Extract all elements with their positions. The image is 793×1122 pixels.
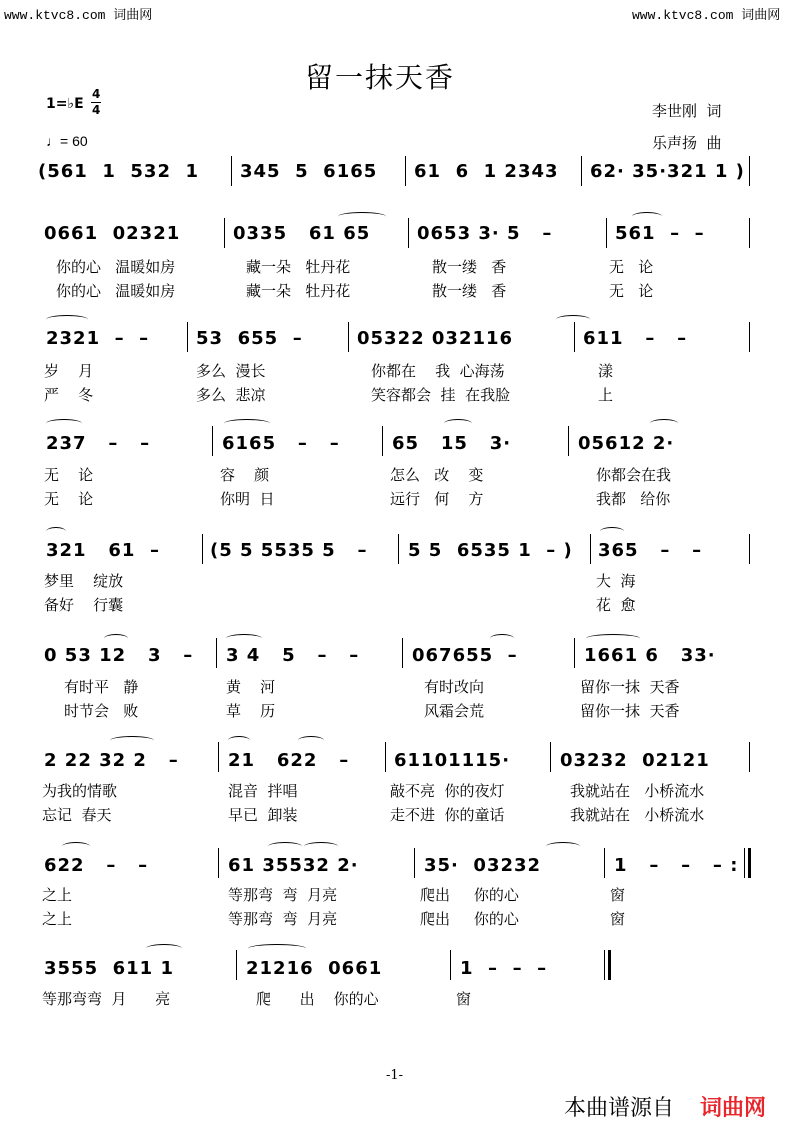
bar-line: [414, 848, 415, 878]
bar-line: [398, 534, 399, 564]
measure-notes: 61101115·: [394, 750, 511, 771]
slur: [586, 634, 640, 643]
key-signature: 1=♭E: [46, 96, 84, 112]
lyric-verse-1: 等那弯 弯 月亮: [228, 886, 338, 904]
source-brand-link[interactable]: 词曲网: [700, 1096, 767, 1121]
slur: [600, 527, 624, 536]
measure-notes: 61 6 1 2343: [414, 161, 559, 182]
lyric-verse-2: 爬出 你的心: [420, 910, 519, 928]
bar-line: [450, 950, 451, 980]
bar-line: [606, 218, 607, 248]
bar-line: [231, 156, 232, 186]
slur: [248, 944, 306, 953]
measure-notes: 345 5 6165: [240, 161, 378, 182]
lyric-verse-2: 备好 行囊: [44, 596, 124, 614]
lyric-verse-2: 远行 何 方: [390, 490, 484, 508]
measure-notes: 5 5 6535 1 – ): [408, 540, 573, 561]
lyric-verse-1: 藏一朵 牡丹花: [246, 258, 351, 276]
bar-line: [749, 218, 750, 248]
song-title: 留一抹天香: [305, 61, 456, 94]
lyric-verse-2: 等那弯 弯 月亮: [228, 910, 338, 928]
lyric-verse-2: 你的心 温暖如房: [56, 282, 176, 300]
lyric-verse-2: 无 论: [609, 282, 654, 300]
measure-notes: 611 – –: [583, 328, 688, 349]
lyric-verse-1: 窗: [610, 886, 626, 904]
slur: [546, 842, 580, 851]
bar-line: [236, 950, 237, 980]
measure-notes: 1 – – –: [460, 958, 548, 979]
measure-notes: 05612 2·: [578, 433, 675, 454]
lyric-verse-1: 我就站在 小桥流水: [570, 782, 705, 800]
time-signature-top: 4: [92, 87, 101, 101]
bar-line: [604, 950, 605, 980]
measure-notes: 05322 032116: [357, 328, 514, 349]
lyric-verse-1: 你都在 我 心海荡: [371, 362, 505, 380]
slur: [298, 736, 324, 745]
slur: [62, 842, 90, 851]
lyric-verse-1: 为我的情歌: [42, 782, 118, 800]
lyric-verse-1: 无 论: [44, 466, 94, 484]
bar-line: [382, 426, 383, 456]
lyric-verse-2: 草 历: [226, 702, 276, 720]
measure-notes: 03232 02121: [560, 750, 710, 771]
lyric-verse-2: 严 冬: [44, 386, 94, 404]
measure-notes: 65 15 3·: [392, 433, 512, 454]
measure-notes: 21 622 –: [228, 750, 350, 771]
lyric-verse-1: 爬 出 你的心: [256, 990, 379, 1008]
time-signature-bottom: 4: [92, 103, 101, 117]
lyric-verse-2: 上: [598, 386, 614, 404]
lyric-verse-1: 岁 月: [44, 362, 94, 380]
bar-line: [408, 218, 409, 248]
bar-line: [604, 848, 605, 878]
bar-line: [581, 156, 582, 186]
final-bar-line: [608, 950, 611, 980]
lyric-verse-1: 之上: [42, 886, 73, 904]
measure-notes: (561 1 532 1: [38, 161, 200, 182]
lyric-verse-2: 笑容都会 挂 在我脸: [371, 386, 511, 404]
slur: [228, 736, 250, 745]
lyric-verse-1: 你的心 温暖如房: [56, 258, 176, 276]
lyric-verse-2: 多么 悲凉: [196, 386, 266, 404]
measure-notes: 237 – –: [46, 433, 151, 454]
measure-notes: 0 53 12 3 –: [44, 645, 194, 666]
measure-notes: 561 – –: [615, 223, 705, 244]
bar-line: [749, 322, 750, 352]
lyric-verse-2: 留你一抹 天香: [580, 702, 680, 720]
measure-notes: 53 655 –: [196, 328, 303, 349]
lyric-verse-1: 等那弯弯 月 亮: [42, 990, 171, 1008]
slur: [556, 315, 590, 324]
bar-line: [202, 534, 203, 564]
slur: [46, 315, 88, 324]
measure-notes: 1 – – – :: [614, 855, 739, 876]
lyric-verse-1: 黄 河: [226, 678, 276, 696]
lyric-verse-1: 有时平 静: [64, 678, 139, 696]
measure-notes: 3 4 5 – –: [226, 645, 360, 666]
bar-line: [385, 742, 386, 772]
bar-line: [574, 322, 575, 352]
bar-line: [749, 534, 750, 564]
lyric-verse-2: 窗: [610, 910, 626, 928]
bar-line: [590, 534, 591, 564]
lyric-verse-2: 走不进 你的童话: [390, 806, 505, 824]
lyric-verse-1: 混音 拌唱: [228, 782, 298, 800]
bar-line: [568, 426, 569, 456]
lyric-verse-1: 漾: [598, 362, 614, 380]
page-number: -1-: [386, 1068, 404, 1083]
measure-notes: 62· 35·321 1 ): [590, 161, 745, 182]
lyric-verse-1: 无 论: [609, 258, 654, 276]
bar-line: [212, 426, 213, 456]
lyric-verse-2: 忘记 春天: [42, 806, 112, 824]
lyric-verse-1: 梦里 绽放: [44, 572, 124, 590]
bar-line: [224, 218, 225, 248]
lyric-verse-2: 你明 日: [220, 490, 275, 508]
lyric-verse-1: 敲不亮 你的夜灯: [390, 782, 505, 800]
measure-notes: 2 22 32 2 –: [44, 750, 179, 771]
slur: [490, 634, 514, 643]
slur: [632, 212, 662, 221]
lyric-verse-2: 藏一朵 牡丹花: [246, 282, 351, 300]
lyric-verse-1: 大 海: [596, 572, 636, 590]
measure-notes: 321 61 –: [46, 540, 160, 561]
slur: [304, 842, 338, 851]
lyric-verse-2: 无 论: [44, 490, 94, 508]
measure-notes: 365 – –: [598, 540, 703, 561]
tempo-marking: ♩= 60: [46, 133, 88, 149]
bar-line: [216, 638, 217, 668]
measure-notes: 0335 61 65: [233, 223, 371, 244]
bar-line: [749, 156, 750, 186]
bar-line: [402, 638, 403, 668]
lyric-verse-1: 有时改向: [424, 678, 485, 696]
lyric-verse-1: 多么 漫长: [196, 362, 266, 380]
lyric-verse-2: 时节会 败: [64, 702, 139, 720]
slur: [650, 419, 678, 428]
bar-line: [218, 742, 219, 772]
lyric-verse-1: 你都会在我: [596, 466, 672, 484]
measure-notes: 21216 0661: [246, 958, 383, 979]
bar-line: [187, 322, 188, 352]
lyricist-credit: 李世刚 词: [652, 102, 722, 120]
slur: [338, 212, 386, 221]
bar-line: [744, 848, 745, 878]
lyric-verse-2: 之上: [42, 910, 73, 928]
bar-line: [574, 638, 575, 668]
lyric-verse-1: 留你一抹 天香: [580, 678, 680, 696]
lyric-verse-1: 怎么 改 变: [390, 466, 484, 484]
site-header-right[interactable]: www.ktvc8.com 词曲网: [632, 8, 781, 23]
lyric-verse-1: 容 颜: [220, 466, 270, 484]
lyric-verse-2: 花 愈: [596, 596, 636, 614]
bar-line: [749, 742, 750, 772]
slur: [224, 419, 270, 428]
lyric-verse-2: 散一缕 香: [432, 282, 507, 300]
measure-notes: (5 5 5535 5 –: [210, 540, 368, 561]
lyric-verse-2: 早已 卸装: [228, 806, 298, 824]
slur: [444, 419, 472, 428]
measure-notes: 067655 –: [412, 645, 518, 666]
slur: [46, 527, 66, 536]
lyric-verse-1: 散一缕 香: [432, 258, 507, 276]
source-label: 本曲谱源自: [564, 1096, 675, 1121]
site-header-left[interactable]: www.ktvc8.com 词曲网: [4, 8, 153, 23]
measure-notes: 2321 – –: [46, 328, 150, 349]
measure-notes: 0661 02321: [44, 223, 181, 244]
slur: [146, 944, 182, 953]
repeat-bar-line: [748, 848, 751, 878]
lyric-verse-2: 我就站在 小桥流水: [570, 806, 705, 824]
composer-credit: 乐声扬 曲: [652, 134, 722, 152]
lyric-verse-1: 窗: [456, 990, 472, 1008]
bar-line: [550, 742, 551, 772]
measure-notes: 622 – –: [44, 855, 149, 876]
measure-notes: 1661 6 33·: [584, 645, 716, 666]
lyric-verse-2: 我都 给你: [596, 490, 671, 508]
bar-line: [218, 848, 219, 878]
measure-notes: 3555 611 1: [44, 958, 174, 979]
measure-notes: 6165 – –: [222, 433, 340, 454]
measure-notes: 35· 03232: [424, 855, 542, 876]
lyric-verse-1: 爬出 你的心: [420, 886, 519, 904]
measure-notes: 61 35532 2·: [228, 855, 359, 876]
slur: [104, 634, 128, 643]
bar-line: [405, 156, 406, 186]
bar-line: [348, 322, 349, 352]
slur: [226, 634, 262, 643]
slur: [268, 842, 302, 851]
measure-notes: 0653 3· 5 –: [417, 223, 553, 244]
slur: [46, 419, 82, 428]
slur: [110, 736, 154, 745]
lyric-verse-2: 风霜会荒: [424, 702, 485, 720]
